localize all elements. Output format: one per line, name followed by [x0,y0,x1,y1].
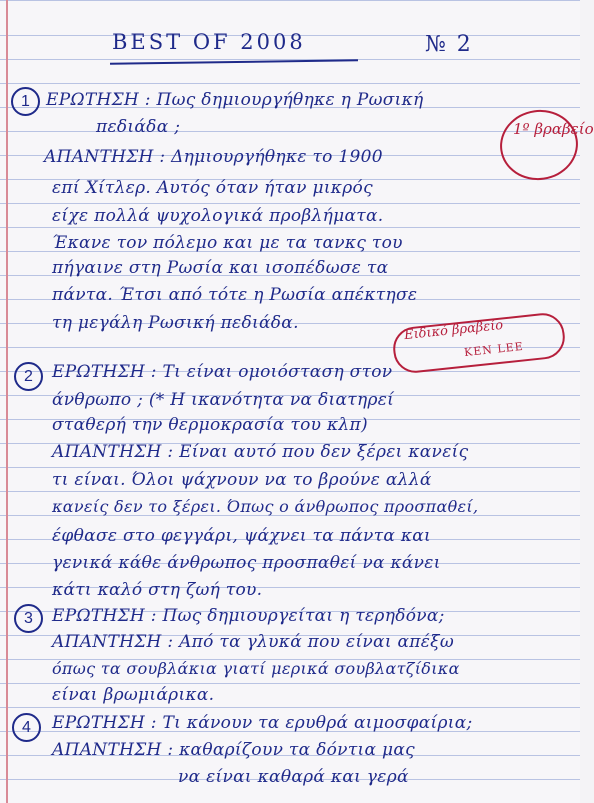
entry-2-line: ΑΠΑΝΤΗΣΗ : Είναι αυτό που δεν ξέρει κανείς [52,442,469,462]
entry-1-line: τη μεγάλη Ρωσική πεδιάδα. [52,313,299,333]
entry-1-line: είχε πολλά ψυχολογικά προβλήματα. [52,206,384,226]
entry-3-line: ΕΡΩΤΗΣΗ : Πως δημιουργείται η τερηδόνα; [52,606,445,626]
first-prize-circle [496,105,594,185]
special-prize-label: Ειδικό βραβείο [403,317,504,344]
entry-number-3: 3 [14,604,43,633]
entry-4-line: να είναι καθαρά και γερά [178,767,409,787]
entry-number-1: 1 [11,87,40,116]
entry-number-4: 4 [12,713,41,742]
issue-number: № 2 [425,32,473,57]
margin-line [6,0,8,803]
entry-1-line: επί Χίτλερ. Αυτός όταν ήταν μικρός [52,178,373,198]
entry-2-line: ΕΡΩΤΗΣΗ : Τι είναι ομοιόσταση στον [52,362,393,382]
entry-2-line: σταθερή την θερμοκρασία του κλπ) [52,415,368,435]
entry-1-line: ΕΡΩΤΗΣΗ : Πως δημιουργήθηκε η Ρωσική [46,90,424,110]
entry-2-line: τι είναι. Όλοι ψάχνουν να το βρούνε αλλά [52,470,432,490]
entry-1-line: πήγαινε στη Ρωσία και ισοπέδωσε τα [52,258,389,278]
first-prize-label: 1º βραβείο [513,120,594,138]
entry-4-line: ΑΠΑΝΤΗΣΗ : καθαρίζουν τα δόντια μας [52,740,415,760]
entry-1-line: ΑΠΑΝΤΗΣΗ : Δημιουργήθηκε το 1900 [44,147,383,167]
entry-2-line: γενικά κάθε άνθρωπος προσπαθεί να κάνει [52,553,441,573]
entry-4-line: ΕΡΩΤΗΣΗ : Τι κάνουν τα ερυθρά αιμοσφαίρια; [52,713,473,733]
entry-1-line: πεδιάδα ; [96,117,181,137]
entry-3-line: είναι βρωμιάρικα. [52,685,215,705]
entry-2-line: έφθασε στο φεγγάρι, ψάχνει τα πάντα και [52,526,432,546]
entry-3-line: ΑΠΑΝΤΗΣΗ : Από τα γλυκά που είναι απέξω [52,632,454,652]
entry-2-line: κανείς δεν το ξέρει. Όπως ο άνθρωπος προσπαθεί, [52,497,479,516]
title-underline [110,59,358,64]
entry-1-line: Έκανε τον πόλεμο και με τα τανκς του [52,233,403,253]
entry-2-line: άνθρωπο ; (* Η ικανότητα να διατηρεί [52,390,395,410]
entry-number-2: 2 [14,362,43,391]
entry-2-line: κάτι καλό στη ζωή του. [52,580,263,600]
special-prize-author: KEN LEE [463,339,525,360]
entry-3-line: όπως τα σουβλάκια γιατί μερικά σουβλατζίδικα [52,659,460,678]
page-title: BEST OF 2008 [112,30,306,54]
entry-1-line: πάντα. Έτσι από τότε η Ρωσία απέκτησε [52,285,418,305]
